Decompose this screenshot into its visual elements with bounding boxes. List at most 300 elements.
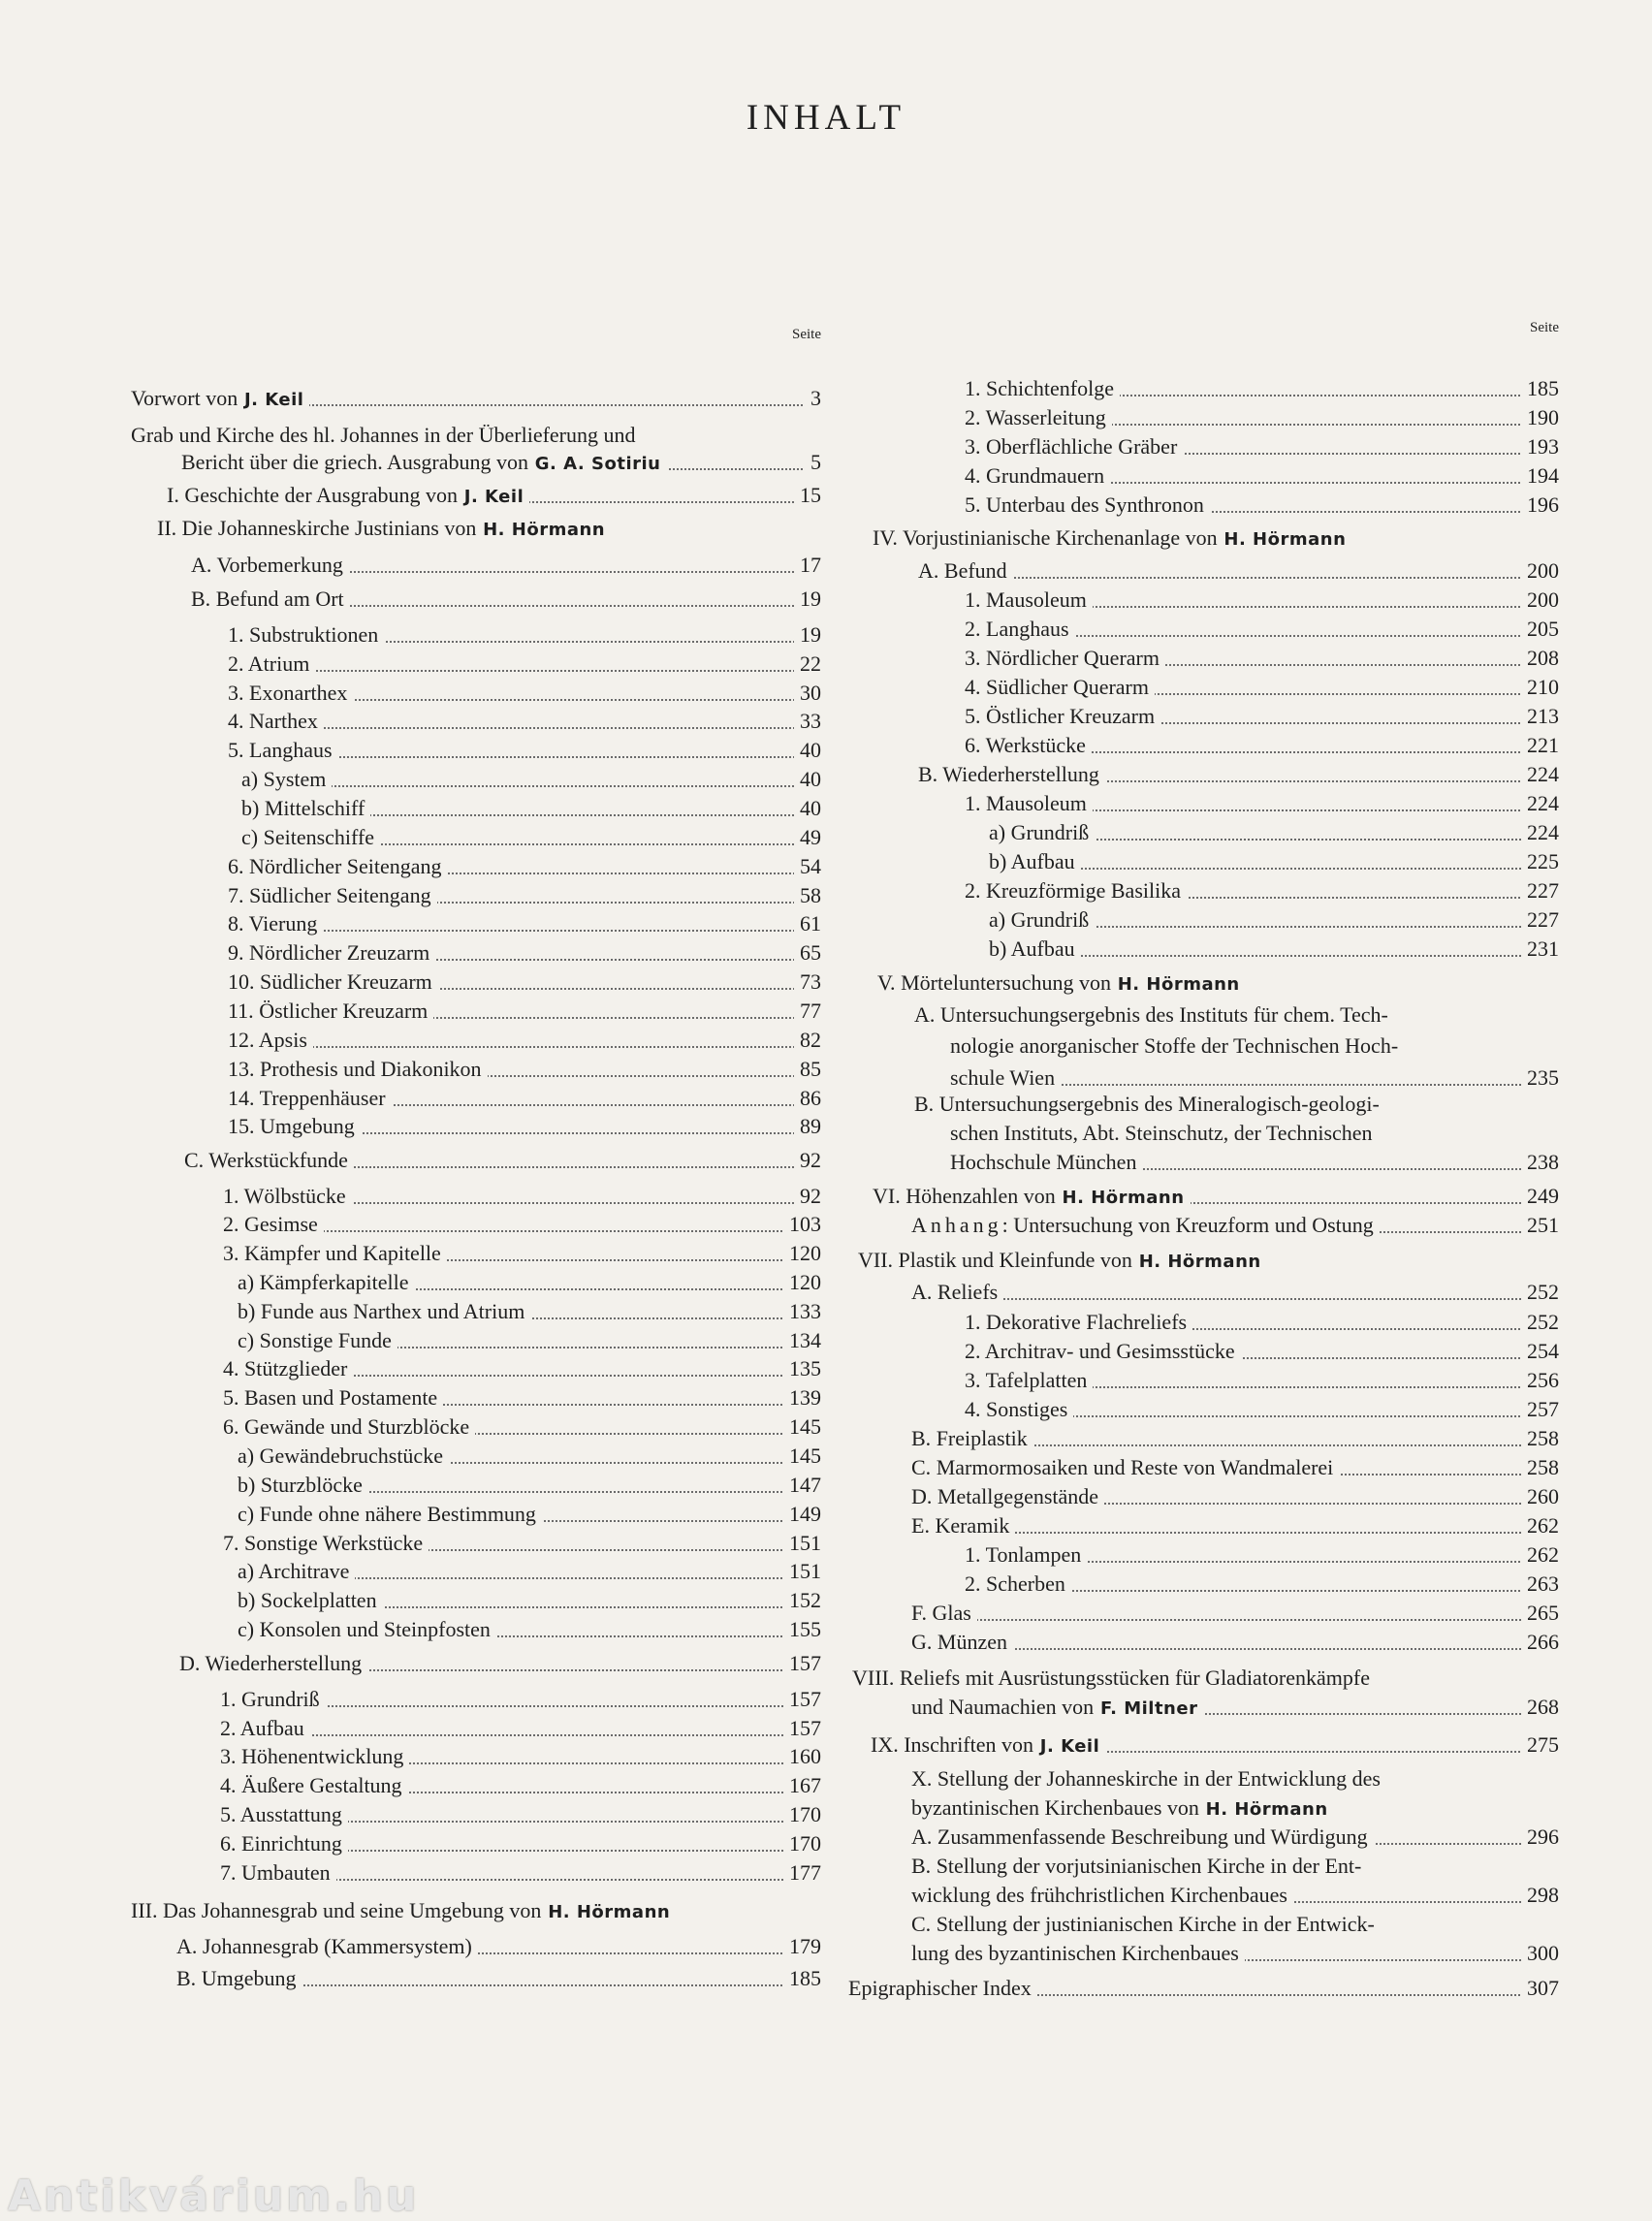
entry-label: [871, 1730, 1105, 1761]
entry-number: 5.: [965, 704, 986, 728]
entry-label: [131, 421, 642, 450]
entry-label: [157, 514, 611, 545]
entry-page-number: 3: [805, 384, 821, 413]
entry-page-number: 252: [1521, 1308, 1559, 1337]
entry-number: 11.: [228, 999, 260, 1023]
entry-author: H. Hörmann: [1217, 529, 1347, 550]
entry-title: Gewändebruchstücke: [259, 1444, 443, 1468]
entry-label: [965, 644, 1165, 673]
entry-page-number: 19: [794, 620, 821, 650]
entry-author: F. Miltner: [1094, 1698, 1198, 1719]
entry-title: Gesimse: [244, 1212, 318, 1236]
entry-title: Untersuchungsergebnis des Instituts für chem. Tech-: [939, 1002, 1388, 1027]
entry-title: Sonstige Werkstücke: [244, 1531, 424, 1555]
entry-title: Prothesis und Diakonikon: [260, 1057, 482, 1081]
entry-title: Atrium: [247, 651, 310, 676]
entry-page-number: 224: [1521, 789, 1559, 818]
entry-title: Kämpferkapitelle: [259, 1270, 409, 1294]
entry-title: Sturzblöcke: [260, 1473, 363, 1497]
entry-label: [858, 1246, 1267, 1277]
entry-title: Apsis: [258, 1028, 307, 1052]
entry-label: [911, 1693, 1203, 1724]
entry-title: System: [263, 767, 327, 791]
entry-number: a): [989, 907, 1011, 932]
entry-title: Vierung: [248, 911, 318, 936]
entry-number: A.: [914, 1002, 940, 1027]
entry-title: Bericht über die griech. Ausgrabung von: [181, 450, 529, 474]
entry-title: Grundriß: [241, 1687, 320, 1711]
toc-entry: [131, 384, 821, 413]
entry-label: [918, 760, 1105, 789]
entry-label: [911, 1211, 1380, 1240]
entry-page-number: 196: [1521, 491, 1559, 520]
entry-label: [911, 1881, 1293, 1910]
entry-label: [228, 1055, 488, 1084]
entry-title: Basen und Postamente: [244, 1385, 438, 1410]
entry-label: [911, 1482, 1104, 1511]
entry-page-number: 155: [783, 1615, 821, 1644]
entry-page-number: 167: [783, 1771, 821, 1800]
entry-number: 5.: [223, 1385, 244, 1410]
entry-title: Tonlampen: [985, 1542, 1082, 1567]
entry-title: Wiederherstellung: [942, 762, 1099, 786]
entry-number: F.: [911, 1601, 933, 1625]
entry-label: [228, 852, 448, 881]
entry-label: [852, 1664, 1376, 1693]
entry-title: Scherben: [986, 1571, 1065, 1596]
toc-entry: [848, 1764, 1559, 1793]
entry-number: 4.: [965, 1397, 986, 1421]
entry-label: [911, 1764, 1386, 1793]
entry-number: 1.: [965, 1542, 986, 1567]
entry-number: 14.: [228, 1086, 260, 1110]
entry-page-number: 19: [794, 585, 821, 614]
entry-number: B.: [914, 1092, 939, 1116]
entry-title: Werkstückfunde: [208, 1148, 348, 1172]
entry-page-number: 221: [1521, 731, 1559, 760]
entry-page-number: 260: [1521, 1482, 1559, 1511]
entry-page-number: 268: [1521, 1693, 1559, 1722]
toc-entry: [131, 1146, 821, 1175]
entry-title: Höhenzahlen von: [905, 1184, 1056, 1208]
entry-number: 7.: [223, 1531, 244, 1555]
entry-title: Anhang: Untersuchung von Kreuzform und Ostung: [911, 1213, 1374, 1237]
entry-page-number: 296: [1521, 1823, 1559, 1852]
entry-number: b): [241, 796, 265, 820]
entry-number: 6.: [228, 854, 249, 878]
entry-label: [238, 1471, 368, 1500]
entry-number: a): [989, 820, 1011, 844]
entry-label: [223, 1354, 353, 1383]
entry-label: [238, 1500, 542, 1529]
entry-page-number: 257: [1521, 1395, 1559, 1424]
entry-title: Keramik: [935, 1513, 1010, 1538]
entry-title: schen Instituts, Abt. Steinschutz, der Technischen: [950, 1121, 1373, 1145]
entry-label: [918, 556, 1013, 586]
entry-page-number: 170: [783, 1829, 821, 1858]
entry-number: 1.: [220, 1687, 241, 1711]
entry-page-number: 92: [794, 1182, 821, 1211]
entry-number: b): [238, 1473, 261, 1497]
entry-page-number: 15: [794, 481, 821, 510]
entry-label: [220, 1714, 310, 1743]
entry-page-number: 149: [783, 1500, 821, 1529]
entry-title: Nördlicher Seitengang: [249, 854, 442, 878]
entry-label: [241, 823, 380, 852]
entry-author: H. Hörmann: [1110, 974, 1240, 995]
entry-number: I.: [167, 483, 185, 507]
entry-label: [965, 586, 1093, 615]
entry-label: [238, 1326, 397, 1355]
entry-title: Tafelplatten: [985, 1368, 1088, 1392]
entry-title: Untersuchungsergebnis des Mineralogisch-geologi-: [938, 1092, 1380, 1116]
entry-title: Wiederherstellung: [205, 1651, 363, 1675]
entry-page-number: 120: [783, 1239, 821, 1268]
entry-page-number: 40: [794, 736, 821, 765]
entry-page-number: 33: [794, 707, 821, 736]
entry-title: Epigraphischer Index: [848, 1976, 1032, 2000]
entry-title: Dekorative Flachreliefs: [986, 1310, 1188, 1334]
entry-page-number: 120: [783, 1268, 821, 1297]
entry-number: 4.: [228, 709, 249, 733]
entry-label: [223, 1210, 324, 1239]
entry-label: [220, 1858, 336, 1888]
entry-number: b): [989, 849, 1011, 873]
entry-page-number: 238: [1521, 1148, 1559, 1177]
entry-label: [228, 909, 323, 938]
entry-page-number: 190: [1521, 403, 1559, 432]
entry-number: b): [989, 936, 1011, 961]
entry-label: [191, 585, 350, 614]
toc-entry: [848, 1000, 1559, 1030]
entry-number: 4.: [223, 1356, 244, 1380]
entry-number: II.: [157, 516, 182, 540]
entry-label: [176, 1964, 302, 1993]
toc-entry: [848, 1693, 1559, 1722]
entry-title: Mörteluntersuchung von: [901, 970, 1111, 995]
entry-title: Hochschule München: [950, 1150, 1137, 1174]
entry-author: G. A. Sotiriu: [528, 454, 661, 474]
entry-label: [223, 1239, 447, 1268]
entry-label: [228, 1084, 392, 1113]
entry-label: [950, 1063, 1061, 1093]
entry-author: H. Hörmann: [541, 1902, 671, 1922]
toc-entry: [131, 481, 821, 510]
entry-title: Langhaus: [986, 617, 1069, 641]
entry-number: B.: [911, 1426, 937, 1450]
entry-author: J. Keil: [238, 390, 304, 410]
entry-label: [228, 881, 437, 910]
watermark: Antikvárium.hu: [8, 2172, 420, 2221]
entry-label: [965, 1540, 1087, 1570]
entry-page-number: 262: [1521, 1540, 1559, 1570]
entry-number: 4.: [220, 1773, 241, 1797]
entry-title: Mausoleum: [986, 791, 1087, 815]
entry-page-number: 194: [1521, 461, 1559, 491]
entry-title: Konsolen und Steinpfosten: [259, 1617, 491, 1641]
entry-title: wicklung des frühchristlichen Kirchenbaues: [911, 1883, 1287, 1907]
entry-label: [184, 1146, 354, 1175]
entry-author: H. Hörmann: [1055, 1188, 1185, 1208]
entry-label: [911, 1852, 1367, 1881]
entry-page-number: 208: [1521, 644, 1559, 673]
entry-page-number: 22: [794, 650, 821, 679]
entry-title: Grundriß: [1010, 907, 1090, 932]
entry-label: [238, 1297, 530, 1326]
entry-title: Östlicher Kreuzarm: [259, 999, 429, 1023]
entry-title: Grundmauern: [986, 463, 1105, 488]
entry-number: B.: [176, 1966, 202, 1990]
entry-title: Mausoleum: [986, 587, 1087, 612]
entry-title: Aufbau: [1010, 936, 1075, 961]
entry-author: J. Keil: [1033, 1736, 1100, 1757]
entry-label: [848, 1974, 1037, 2003]
entry-label: [965, 673, 1155, 702]
entry-title: Gewände und Sturzblöcke: [244, 1414, 470, 1439]
entry-number: A.: [911, 1824, 937, 1849]
entry-page-number: 61: [794, 909, 821, 938]
entry-number: c): [238, 1328, 260, 1352]
entry-label: [238, 1615, 496, 1644]
entry-number: 3.: [965, 646, 986, 670]
entry-label: [965, 461, 1110, 491]
entry-label: [241, 794, 370, 823]
entry-title: Ausstattung: [239, 1802, 342, 1826]
entry-label: [965, 1337, 1241, 1366]
entry-label: [191, 551, 349, 580]
entry-page-number: 147: [783, 1471, 821, 1500]
entry-page-number: 65: [794, 938, 821, 968]
entry-number: B.: [911, 1854, 937, 1878]
entry-page-number: 179: [783, 1932, 821, 1961]
entry-page-number: 307: [1521, 1974, 1559, 2003]
toc-entry: [131, 1649, 821, 1678]
entry-page-number: 252: [1521, 1278, 1559, 1307]
entry-page-number: 213: [1521, 702, 1559, 731]
entry-number: 6.: [220, 1831, 241, 1856]
entry-title: Befund am Ort: [215, 587, 344, 611]
entry-page-number: 262: [1521, 1511, 1559, 1540]
entry-title: Aufbau: [239, 1716, 304, 1740]
entry-label: [989, 847, 1081, 876]
entry-number: G.: [911, 1630, 937, 1654]
entry-title: Architrav- und Gesimsstücke: [984, 1339, 1235, 1363]
entry-number: 3.: [965, 434, 986, 459]
entry-title: Stellung der vorjutsinianischen Kirche in der Ent-: [936, 1854, 1362, 1878]
entry-label: [911, 1823, 1374, 1852]
entry-page-number: 249: [1521, 1182, 1559, 1211]
entry-page-number: 227: [1521, 876, 1559, 905]
entry-title: Architrave: [258, 1559, 350, 1583]
entry-label: [950, 1148, 1142, 1177]
entry-page-number: 160: [783, 1742, 821, 1771]
entry-title: Werkstücke: [985, 733, 1086, 757]
entry-title: Nördlicher Zreuzarm: [249, 940, 430, 965]
toc-entry: [131, 1896, 821, 1925]
entry-title: Vorwort von: [131, 386, 238, 410]
toc-entry: [848, 491, 1559, 520]
entry-number: b): [238, 1588, 261, 1612]
entry-label: [911, 1793, 1334, 1824]
toc-entry: [848, 1628, 1559, 1657]
entry-page-number: 152: [783, 1586, 821, 1615]
entry-title: Stellung der Johanneskirche in der Entwicklung des: [937, 1766, 1381, 1791]
entry-title: Metallgegenstände: [937, 1484, 1099, 1508]
entry-number: A.: [176, 1934, 203, 1958]
entry-number: 4.: [965, 463, 986, 488]
toc-entry: [848, 1090, 1559, 1119]
entry-number: VII.: [858, 1248, 899, 1272]
entry-label: [911, 1511, 1015, 1540]
entry-label: [228, 968, 438, 997]
entry-title: Sockelplatten: [260, 1588, 377, 1612]
entry-number: 8.: [228, 911, 249, 936]
entry-title: Inschriften von: [904, 1732, 1034, 1757]
entry-title: Umgebung: [260, 1114, 355, 1138]
entry-label: [238, 1268, 415, 1297]
toc-entry: [131, 585, 821, 614]
toc-entry: [848, 1211, 1559, 1240]
entry-title: Substruktionen: [249, 622, 379, 647]
entry-number: c): [241, 825, 264, 849]
entry-page-number: 157: [783, 1685, 821, 1714]
entry-page-number: 77: [794, 997, 821, 1026]
entry-page-number: 151: [783, 1557, 821, 1586]
entry-author: H. Hörmann: [1198, 1799, 1328, 1820]
entry-author: H. Hörmann: [1131, 1252, 1261, 1272]
entry-title: Die Johanneskirche Justinians von: [181, 516, 477, 540]
entry-title: Wölbstücke: [243, 1184, 346, 1208]
entry-number: V.: [877, 970, 902, 995]
entry-title: Kämpfer und Kapitelle: [244, 1241, 441, 1265]
entry-page-number: 133: [783, 1297, 821, 1326]
entry-page-number: 30: [794, 679, 821, 708]
entry-title: Vorjustinianische Kirchenanlage von: [902, 525, 1218, 550]
entry-number: 3.: [220, 1744, 241, 1768]
seite-label: Seite: [792, 327, 821, 342]
entry-label: [220, 1800, 348, 1829]
entry-label: [223, 1182, 352, 1211]
entry-label: [911, 1628, 1013, 1657]
entry-page-number: 258: [1521, 1424, 1559, 1453]
entry-label: [911, 1278, 1003, 1307]
entry-page-number: 135: [783, 1354, 821, 1383]
entry-title: lung des byzantinischen Kirchenbaues: [911, 1941, 1239, 1965]
entry-number: D.: [179, 1651, 206, 1675]
entry-number: 13.: [228, 1057, 260, 1081]
entry-page-number: 265: [1521, 1599, 1559, 1628]
entry-title: Wasserleitung: [985, 405, 1106, 429]
entry-title: nologie anorganischer Stoffe der Technischen Hoch-: [950, 1033, 1399, 1058]
entry-number: A.: [191, 553, 217, 577]
entry-page-number: 235: [1521, 1063, 1559, 1093]
entry-title: und Naumachien von: [911, 1695, 1095, 1719]
entry-number: 3.: [223, 1241, 244, 1265]
entry-label: [965, 789, 1093, 818]
entry-label: [965, 615, 1075, 644]
entry-page-number: 263: [1521, 1570, 1559, 1599]
entry-label: [911, 1939, 1245, 1968]
entry-number: 2.: [228, 651, 248, 676]
entry-number: 6.: [223, 1414, 244, 1439]
entry-number: 5.: [228, 738, 249, 762]
entry-page-number: 275: [1521, 1730, 1559, 1760]
entry-page-number: 225: [1521, 847, 1559, 876]
entry-title: byzantinischen Kirchenbaues von: [911, 1795, 1199, 1820]
entry-title: Stellung der justinianischen Kirche in der Entwick-: [936, 1912, 1375, 1936]
entry-number: 1.: [965, 587, 986, 612]
entry-title: Aufbau: [1010, 849, 1075, 873]
entry-number: 12.: [228, 1028, 259, 1052]
entry-number: C.: [911, 1455, 937, 1479]
entry-page-number: 224: [1521, 760, 1559, 789]
entry-label: [223, 1412, 475, 1442]
entry-title: Mittelschiff: [264, 796, 365, 820]
toc-entry: [848, 968, 1559, 998]
entry-label: [965, 702, 1160, 731]
toc-entry: [848, 1974, 1559, 2003]
toc-entry: [848, 1823, 1559, 1852]
entry-title: Exonarthex: [249, 681, 348, 705]
entry-number: 10.: [228, 969, 260, 994]
entry-label: [950, 1031, 1404, 1061]
entry-label: [965, 1395, 1073, 1424]
entry-label: [965, 403, 1112, 432]
entry-title: Geschichte der Ausgrabung von: [184, 483, 458, 507]
entry-page-number: 185: [1521, 374, 1559, 403]
toc-entry: [848, 935, 1559, 964]
entry-number: a): [238, 1559, 259, 1583]
entry-number: III.: [131, 1898, 163, 1922]
entry-title: Befund: [943, 558, 1007, 583]
entry-page-number: 86: [794, 1084, 821, 1113]
entry-title: Zusammenfassende Beschreibung und Würdigung: [937, 1824, 1368, 1849]
entry-page-number: 200: [1521, 556, 1559, 586]
entry-page-number: 89: [794, 1112, 821, 1141]
entry-title: Sonstige Funde: [259, 1328, 392, 1352]
entry-title: Sonstiges: [986, 1397, 1068, 1421]
entry-page-number: 139: [783, 1383, 821, 1412]
entry-label: [228, 650, 315, 679]
entry-label: [873, 524, 1351, 555]
entry-label: [220, 1771, 408, 1800]
entry-title: Einrichtung: [241, 1831, 342, 1856]
entry-number: 5.: [965, 492, 986, 517]
entry-label: [911, 1599, 977, 1628]
entry-number: 2.: [965, 405, 986, 429]
entry-title: Stützglieder: [244, 1356, 348, 1380]
entry-number: 3.: [965, 1368, 986, 1392]
entry-author: H. Hörmann: [476, 520, 606, 540]
entry-number: 7.: [220, 1860, 241, 1885]
entry-label: [989, 818, 1095, 847]
entry-title: Freiplastik: [936, 1426, 1028, 1450]
entry-page-number: 210: [1521, 673, 1559, 702]
entry-page-number: 185: [783, 1964, 821, 1993]
entry-number: C.: [184, 1148, 209, 1172]
entry-number: 1.: [223, 1184, 244, 1208]
entry-label: [965, 491, 1210, 520]
entry-title: Glas: [932, 1601, 971, 1625]
entry-title: Grab und Kirche des hl. Johannes in der Überlieferung und: [131, 423, 636, 447]
entry-number: 2.: [223, 1212, 244, 1236]
entry-label: [965, 1570, 1071, 1599]
entry-label: [228, 1026, 313, 1055]
entry-number: IV.: [873, 525, 903, 550]
entry-number: 2.: [220, 1716, 240, 1740]
entry-label: [989, 905, 1095, 935]
entry-label: [965, 1308, 1192, 1337]
